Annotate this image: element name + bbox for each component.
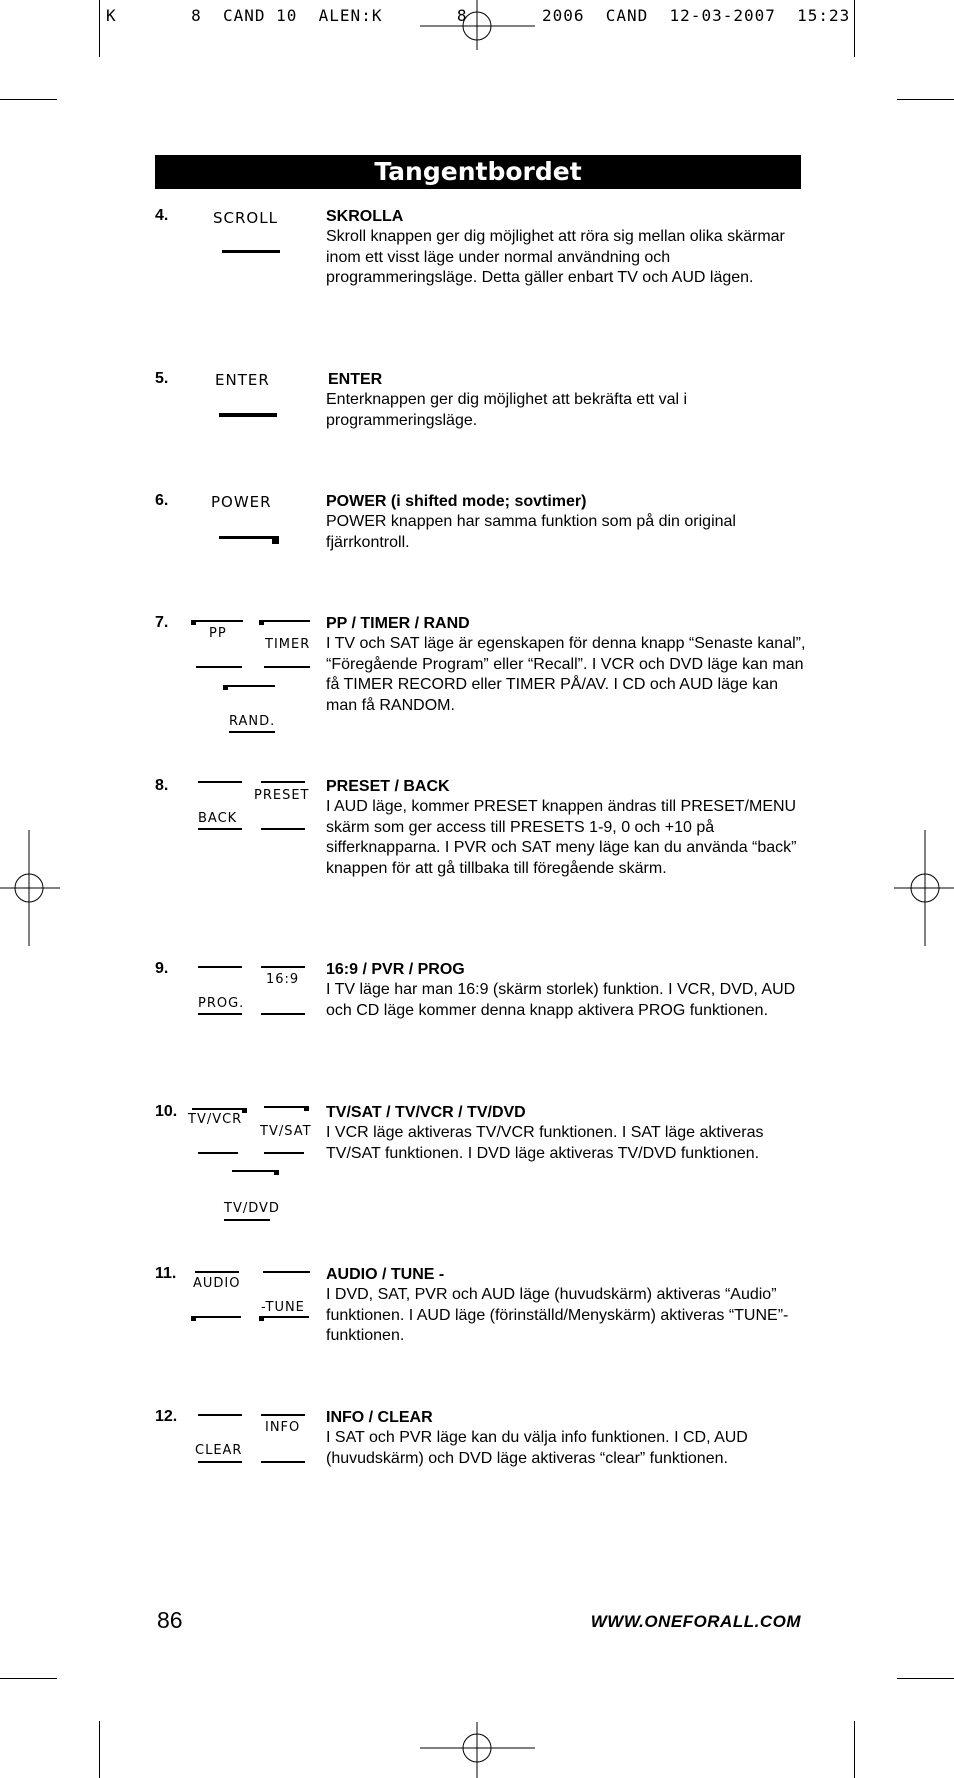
entry-heading: INFO / CLEAR	[326, 1409, 433, 1426]
entry-content	[328, 370, 808, 431]
key-label: POWER	[211, 493, 272, 511]
key-shape	[259, 1316, 309, 1318]
key-shape	[263, 1271, 310, 1273]
key-illustration	[198, 960, 328, 1080]
entry-heading: ENTER	[328, 371, 383, 388]
key-shape	[259, 620, 264, 625]
entry-heading: SKROLLA	[326, 208, 404, 225]
registration-mark-icon	[0, 830, 60, 946]
entry-number: 6.	[155, 492, 169, 509]
entry-number: 8.	[155, 777, 169, 794]
key-shape	[264, 666, 310, 668]
entry-heading: AUDIO / TUNE -	[326, 1266, 445, 1283]
keypad-entry	[155, 370, 801, 450]
crop-mark	[897, 1678, 954, 1679]
entry-description: I SAT och PVR läge kan du välja info funktionen. I CD, AUD (huvudskärm) och DVD läge aktiveras “clear” funktionen.	[326, 1429, 748, 1467]
key-shape	[274, 1170, 279, 1175]
key-label: PROG.	[198, 996, 245, 1011]
keypad-entry	[155, 1265, 801, 1365]
key-illustration	[191, 614, 321, 734]
entry-heading: 16:9 / PVR / PROG	[326, 961, 465, 978]
key-shape	[304, 1106, 309, 1111]
key-shape	[264, 1152, 304, 1154]
page-title: Tangentbordet	[155, 155, 801, 189]
entry-number: 9.	[155, 960, 169, 977]
key-label: BACK	[198, 811, 238, 826]
key-label: RAND.	[229, 714, 276, 729]
key-shape	[198, 966, 242, 968]
crop-mark	[854, 0, 855, 57]
key-label: PRESET	[254, 788, 310, 803]
key-shape	[191, 1316, 196, 1321]
key-illustration	[185, 370, 315, 490]
crop-mark	[99, 1721, 100, 1778]
key-shape	[198, 828, 242, 830]
key-shape	[198, 781, 242, 783]
key-label: TV/SAT	[260, 1124, 312, 1139]
key-shape	[198, 1152, 238, 1154]
key-label: PP	[209, 626, 227, 641]
key-shape	[198, 1414, 242, 1416]
entry-content	[326, 777, 806, 879]
keypad-entry	[155, 960, 801, 1060]
key-shape	[224, 1219, 270, 1221]
key-illustration	[198, 777, 328, 897]
key-shape	[242, 1108, 247, 1113]
key-shape	[223, 685, 275, 687]
website-url: WWW.ONEFORALL.COM	[590, 1612, 801, 1631]
entry-heading: TV/SAT / TV/VCR / TV/DVD	[326, 1104, 526, 1121]
crop-mark	[99, 0, 100, 57]
entry-content	[326, 1103, 806, 1164]
entry-description: I TV läge har man 16:9 (skärm storlek) funktion. I VCR, DVD, AUD och CD läge kommer denna knapp aktivera PROG funktionen.	[326, 981, 796, 1019]
entry-description: I AUD läge, kommer PRESET knappen ändras till PRESET/MENU skärm som ger access till PRESETS 1-9, 0 och +10 på sifferknapparna. I PVR och SAT meny läge kan du använda “back” knappen för att gå tillbaka till föregående skärm.	[326, 798, 797, 877]
key-shape	[192, 1108, 247, 1110]
key-shape	[191, 620, 196, 625]
entry-content	[326, 1265, 806, 1347]
key-label: SCROLL	[213, 209, 278, 227]
crop-mark	[0, 99, 57, 100]
key-shape	[195, 1271, 239, 1273]
entry-number: 10.	[155, 1103, 178, 1120]
crop-mark	[897, 99, 954, 100]
key-shape	[198, 1013, 242, 1015]
key-shape	[264, 1106, 309, 1108]
entry-number: 4.	[155, 207, 169, 224]
key-shape	[261, 1013, 305, 1015]
key-label: TIMER	[265, 637, 311, 652]
keypad-entry	[155, 207, 801, 317]
key-shape	[198, 1461, 242, 1463]
key-shape	[259, 1316, 264, 1321]
key-label: AUDIO	[193, 1276, 241, 1291]
key-shape	[261, 966, 305, 968]
entry-content	[326, 207, 806, 289]
key-shape	[191, 620, 243, 622]
entry-description: I TV och SAT läge är egenskapen för denna knapp “Senaste kanal”, “Föregående Program” eller “Recall”. I VCR och DVD läge kan man få TIMER RECORD eller TIMER PÅ/AV. I CD och AUD läge kan man få RANDOM.	[326, 635, 806, 714]
key-shape	[261, 781, 305, 783]
entry-description: POWER knappen har samma funktion som på din original fjärrkontroll.	[326, 513, 736, 551]
key-shape	[261, 828, 305, 830]
crop-mark	[854, 1721, 855, 1778]
key-shape	[229, 731, 275, 733]
entry-heading: PRESET / BACK	[326, 778, 450, 795]
key-label: 16:9	[266, 972, 300, 987]
keypad-entry	[155, 1408, 801, 1508]
entry-content	[326, 1408, 806, 1469]
keypad-entry	[155, 1103, 801, 1233]
entry-heading: PP / TIMER / RAND	[326, 615, 470, 632]
keypad-entry	[155, 777, 801, 907]
entry-description: I VCR läge aktiveras TV/VCR funktionen. I SAT läge aktiveras TV/SAT funktionen. I DVD läge aktiveras TV/DVD funktionen.	[326, 1124, 764, 1162]
key-shape	[196, 666, 242, 668]
crop-mark	[0, 1678, 57, 1679]
keypad-entry	[155, 492, 801, 572]
entry-heading: POWER (i shifted mode; sovtimer)	[326, 493, 587, 510]
key-label: ENTER	[215, 371, 270, 389]
key-shape	[191, 1316, 241, 1318]
entry-number: 12.	[155, 1408, 178, 1425]
key-illustration	[188, 1103, 318, 1223]
key-label: TV/VCR	[188, 1112, 243, 1127]
key-shape	[261, 1461, 305, 1463]
registration-mark-icon	[894, 830, 954, 946]
registration-mark-icon	[420, 0, 535, 50]
entry-number: 11.	[155, 1265, 177, 1282]
entry-number: 7.	[155, 614, 169, 631]
entry-description: Skroll knappen ger dig möjlighet att röra sig mellan olika skärmar inom ett visst läge under normal användning och programmeringsläge. Detta gäller enbart TV och AUD lägen.	[326, 228, 785, 286]
key-label: TV/DVD	[224, 1201, 280, 1216]
key-illustration	[195, 1408, 325, 1528]
entry-content	[326, 614, 806, 716]
page-number: 86	[157, 1607, 183, 1633]
entry-content	[326, 960, 806, 1021]
key-illustration	[185, 492, 315, 612]
keypad-entry	[155, 614, 806, 734]
key-shape	[261, 1414, 305, 1416]
entry-description: Enterknappen ger dig möjlighet att bekräfta ett val i programmeringsläge.	[326, 391, 688, 429]
key-shape	[259, 620, 310, 622]
key-illustration	[191, 1265, 321, 1385]
entry-description: I DVD, SAT, PVR och AUD läge (huvudskärm) aktiveras “Audio” funktionen. I AUD läge (förinställd/Menyskärm) aktiveras “TUNE”-funktionen.	[326, 1286, 789, 1344]
registration-mark-icon	[420, 1722, 535, 1778]
print-slug: K 8 CAND 10 ALEN:K 8 2006 CAND 12-03-2007 15:23	[106, 6, 851, 25]
key-shape	[272, 536, 279, 544]
key-shape	[222, 250, 280, 253]
key-shape	[219, 536, 279, 539]
key-label: -TUNE	[261, 1300, 305, 1315]
key-shape	[219, 413, 277, 417]
key-shape	[232, 1170, 279, 1172]
key-illustration	[185, 207, 315, 327]
key-label: INFO	[265, 1420, 301, 1435]
key-label: CLEAR	[195, 1443, 243, 1458]
key-shape	[223, 685, 228, 690]
entry-content	[326, 492, 806, 553]
entry-number: 5.	[155, 370, 169, 387]
